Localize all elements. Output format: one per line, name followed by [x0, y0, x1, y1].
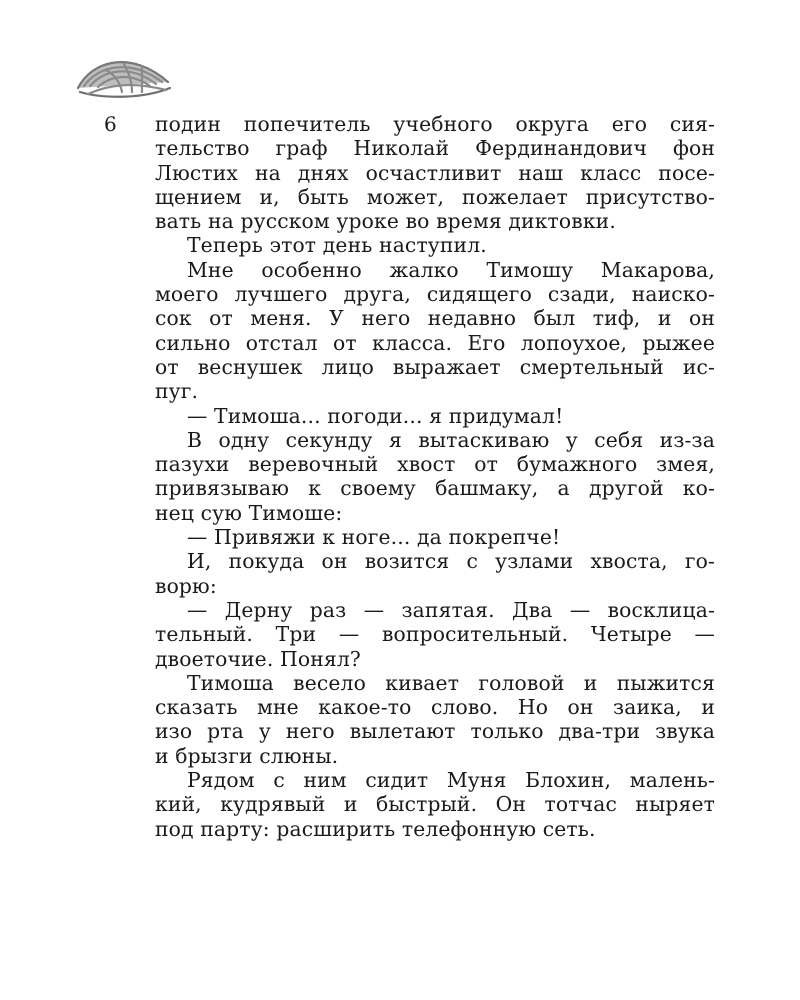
- text-line: — Дерну раз — запятая. Два — восклица-: [187, 597, 715, 622]
- text-line: тельный. Три — вопросительный. Четыре —: [155, 622, 715, 647]
- text-line: двоеточие. Понял?: [155, 646, 361, 671]
- text-line: пазухи веревочный хвост от бумажного змея,: [155, 452, 715, 477]
- text-line: изо рта у него вылетают только два-три звука: [155, 719, 715, 744]
- text-line: пуг.: [155, 379, 199, 404]
- text-line: тельство граф Николай Фердинандович фон: [155, 136, 715, 161]
- paragraph: [155, 598, 715, 671]
- text-line: Люстих на днях осчастливит наш класс посе-: [155, 160, 715, 185]
- paragraph: [155, 258, 715, 404]
- text-line: и брызги слюны.: [155, 743, 339, 768]
- text-line: сильно отстал от класса. Его лопоухое, рыжее: [155, 330, 715, 355]
- paragraph: [155, 549, 715, 598]
- paragraph: [155, 112, 715, 233]
- paragraph: [155, 671, 715, 768]
- text-line: — Тимоша... погоди... я придумал!: [187, 403, 564, 428]
- text-line: И, покуда он возится с узлами хвоста, го-: [187, 549, 715, 574]
- text-line: — Привяжи к ноге... да покрепче!: [187, 525, 561, 550]
- text-line: сок от меня. У него недавно был тиф, и он: [155, 306, 715, 331]
- text-line: Тимоша весело кивает головой и пыжится: [187, 670, 715, 695]
- text-line: привязываю к своему башмаку, а другой ко-: [155, 476, 715, 501]
- text-line: вать на русском уроке во время диктовки.: [155, 209, 616, 234]
- text-line: кий, кудрявый и быстрый. Он тотчас ныряет: [155, 792, 715, 817]
- paragraph: [155, 525, 715, 549]
- paragraph: [155, 768, 715, 841]
- page-number: 6: [104, 112, 118, 136]
- text-line: Рядом с ним сидит Муня Блохин, малень-: [187, 768, 715, 793]
- paragraph: [155, 404, 715, 428]
- paragraph: [155, 428, 715, 525]
- text-line: щением и, быть может, пожелает присутство-: [155, 184, 715, 209]
- text-line: Мне особенно жалко Тимошу Макарова,: [187, 257, 715, 282]
- paragraph: [155, 233, 715, 257]
- body-text: [155, 112, 715, 841]
- text-line: от веснушек лицо выражает смертельный ис-: [155, 354, 715, 379]
- shell-ornament-icon: [70, 48, 174, 104]
- text-line: нец сую Тимоше:: [155, 500, 343, 525]
- text-line: подин попечитель учебного округа его сия-: [155, 112, 715, 136]
- text-line: под парту: расширить телефонную сеть.: [155, 816, 596, 841]
- text-line: моего лучшего друга, сидящего сзади, наиско-: [155, 282, 715, 307]
- text-line: ворю:: [155, 573, 217, 598]
- text-line: Теперь этот день наступил.: [187, 233, 487, 258]
- text-line: сказать мне какое-то слово. Но он заика, и: [155, 695, 715, 720]
- text-line: В одну секунду я вытаскиваю у себя из-за: [187, 427, 715, 452]
